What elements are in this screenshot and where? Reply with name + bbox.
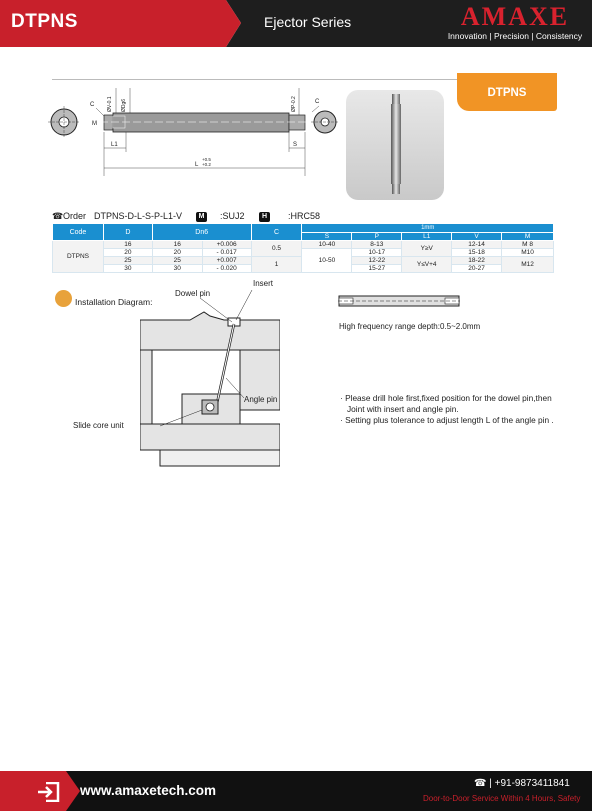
dim-l: L — [195, 162, 199, 168]
cell-p: 15-27 — [352, 265, 402, 273]
cell-p: 10-17 — [352, 249, 402, 257]
cell-dn6: 30 — [152, 265, 202, 273]
cell-d: 25 — [103, 257, 152, 265]
cell-m: M10 — [502, 249, 554, 257]
brand-logo — [445, 2, 585, 41]
order-label: Order — [63, 211, 87, 221]
cell-m: M12 — [502, 257, 554, 273]
cell-dn6: 25 — [152, 257, 202, 265]
dim-v: ØV-0.1 — [107, 96, 113, 112]
dim-l-tol-bottom: +0.2 — [202, 162, 211, 167]
product-tab: DTPNS — [457, 73, 557, 111]
phone-number[interactable] — [474, 778, 570, 789]
spec-table — [52, 223, 554, 273]
series-title: Ejector Series — [264, 14, 352, 30]
col-l1: L1 — [402, 233, 452, 241]
phone-icon: ☎ — [52, 211, 64, 221]
brand-name: AMAXE — [460, 2, 570, 31]
right-end-view — [311, 111, 339, 133]
brand-tagline: Innovation | Precision | Consistency — [447, 31, 583, 41]
pin-side-view — [100, 113, 312, 132]
cell-c: 1 — [251, 257, 302, 273]
col-v: V — [452, 233, 502, 241]
cell-tol: - 0.020 — [202, 265, 251, 273]
cell-s: 10-50 — [302, 249, 352, 273]
login-icon — [36, 782, 60, 802]
material-value: :SUJ2 — [220, 211, 245, 221]
page-title: DTPNS — [11, 11, 78, 32]
order-code: DTPNS-D-L-S-P-L1-V — [94, 211, 183, 221]
dim-c-right: C — [315, 99, 320, 105]
cell-tol: - 0.017 — [202, 249, 251, 257]
hardness-badge: H — [259, 212, 270, 222]
cell-s: 10-40 — [302, 241, 352, 249]
dim-l-tol-top: +0.5 — [202, 157, 211, 162]
install-notes — [340, 393, 555, 426]
label-insert: Insert — [253, 279, 274, 288]
col-dn6: Dn6 — [152, 224, 251, 241]
note-item: · Please drill hole first,fixed position for the dowel pin,then Joint with insert and angle pin. — [340, 393, 552, 414]
dim-d: ØDg6 — [121, 98, 127, 112]
page-header — [0, 0, 592, 47]
footer-red-band — [0, 771, 80, 811]
hardness-value: :HRC58 — [288, 211, 321, 221]
col-m: M — [502, 233, 554, 241]
installation-icon — [55, 290, 72, 307]
col-code: Code — [53, 224, 104, 241]
left-end-view — [48, 106, 80, 138]
cell-c: 0.5 — [251, 241, 302, 257]
label-dowel-pin: Dowel pin — [175, 289, 211, 298]
installation-title: Installation Diagram: — [75, 297, 153, 307]
col-s: S — [302, 233, 352, 241]
dim-p: ØP-0.2 — [291, 96, 297, 112]
cell-p: 12-22 — [352, 257, 402, 265]
table-row — [53, 241, 554, 249]
installation-diagram — [140, 290, 280, 470]
cell-tol: +0.007 — [202, 257, 251, 265]
table-row — [53, 249, 554, 257]
cell-l1: Y≤V+4 — [402, 257, 452, 273]
product-photo — [346, 90, 444, 200]
dim-c-left: C — [90, 102, 95, 108]
cell-l1: Y≥V — [402, 241, 452, 257]
col-c: C — [251, 224, 302, 241]
cell-tol: +0.006 — [202, 241, 251, 249]
unit-label: 1mm — [302, 224, 554, 233]
cell-m: M 8 — [502, 241, 554, 249]
page-footer — [0, 771, 592, 811]
cell-v: 20-27 — [452, 265, 502, 273]
label-slide-core: Slide core unit — [73, 421, 124, 430]
material-badge: M — [196, 212, 207, 222]
cell-d: 30 — [103, 265, 152, 273]
cell-d: 20 — [103, 249, 152, 257]
pin-hf-sketch — [338, 294, 460, 308]
col-d: D — [103, 224, 152, 241]
cell-code: DTPNS — [53, 241, 104, 273]
cell-v: 12-14 — [452, 241, 502, 249]
label-angle-pin: Angle pin — [244, 395, 278, 404]
hf-range-text: High frequency range depth:0.5~2.0mm — [339, 322, 481, 331]
website-link[interactable]: www.amaxetech.com — [80, 783, 217, 798]
cell-v: 15-18 — [452, 249, 502, 257]
technical-drawing — [40, 80, 340, 180]
cell-p: 8-13 — [352, 241, 402, 249]
cell-dn6: 16 — [152, 241, 202, 249]
service-promise: Door-to-Door Service Within 4 Hours, Safety — [423, 794, 581, 803]
cell-dn6: 20 — [152, 249, 202, 257]
note-item: · Setting plus tolerance to adjust length L of the angle pin . — [340, 415, 554, 425]
dim-m: M — [92, 121, 97, 127]
cell-d: 16 — [103, 241, 152, 249]
dim-l1: L1 — [111, 142, 118, 148]
cell-v: 18-22 — [452, 257, 502, 265]
dim-s: S — [293, 142, 298, 148]
col-p: P — [352, 233, 402, 241]
phone-text: +91-9873411841 — [494, 778, 570, 789]
phone-icon: ☎ | — [474, 778, 495, 789]
